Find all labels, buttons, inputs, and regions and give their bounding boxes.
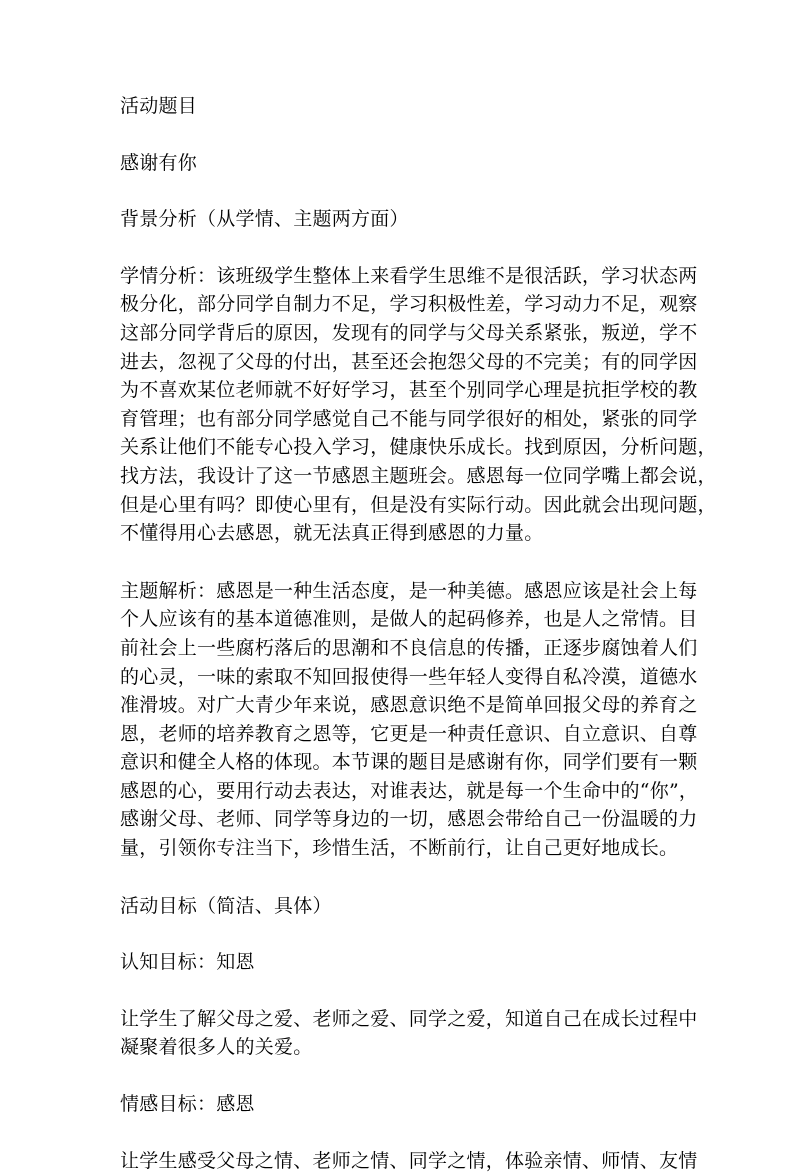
theme-analysis-line: 的心灵，一味的索取不知回报使得一些年轻人变得自私冷漠，道德水 xyxy=(120,665,698,688)
emotional-goal-line: 让学生感受父母之情、老师之情、同学之情，体验亲情、师情、友情 xyxy=(120,1149,698,1172)
theme-analysis-line: 意识和健全人格的体现。本节课的题目是感谢有你，同学们要有一颗 xyxy=(120,751,698,774)
activity-title: 感谢有你 xyxy=(120,151,198,174)
theme-analysis-line: 感谢父母、老师、同学等身边的一切，感恩会带给自己一份温暖的力 xyxy=(120,808,698,831)
goals-heading: 活动目标（简洁、具体） xyxy=(120,894,332,917)
document-page xyxy=(120,92,717,1175)
theme-analysis-line: 感恩的心，要用行动去表达，对谁表达，就是每一个生命中的“你”， xyxy=(120,779,699,802)
student-analysis-line: 这部分同学背后的原因，发现有的同学与父母关系紧张，叛逆，学不 xyxy=(120,321,698,344)
emotional-goal-paragraph xyxy=(120,1147,698,1175)
theme-analysis-line: 量，引领你专注当下，珍惜生活，不断前行，让自己更好地成长。 xyxy=(120,837,679,860)
theme-analysis-line: 准滑坡。对广大青少年来说，感恩意识绝不是简单回报父母的养育之 xyxy=(120,694,698,717)
student-analysis-line: 关系让他们不能专心投入学习，健康快乐成长。找到原因，分析问题， xyxy=(120,436,717,459)
theme-analysis-line: 恩，老师的培养教育之恩等，它更是一种责任意识、自立意识、自尊 xyxy=(120,722,698,745)
student-analysis-line: 但是心里有吗？即使心里有，但是没有实际行动。因此就会出现问题， xyxy=(120,493,717,516)
theme-analysis-line: 前社会上一些腐朽落后的思潮和不良信息的传播，正逐步腐蚀着人们 xyxy=(120,636,698,659)
student-analysis-line: 找方法，我设计了这一节感恩主题班会。感恩每一位同学嘴上都会说， xyxy=(120,464,717,487)
cognitive-goal-line: 凝聚着很多人的关爱。 xyxy=(120,1036,313,1059)
cognitive-goal-heading: 认知目标：知恩 xyxy=(120,951,255,974)
cognitive-goal-line: 让学生了解父母之爱、老师之爱、同学之爱，知道自己在成长过程中 xyxy=(120,1007,698,1030)
student-analysis-line: 极分化，部分同学自制力不足，学习积极性差，学习动力不足，观察 xyxy=(120,293,698,316)
student-analysis-paragraph xyxy=(120,262,717,548)
background-heading: 背景分析（从学情、主题两方面） xyxy=(120,208,409,231)
activity-title-label: 活动题目 xyxy=(120,95,198,117)
theme-analysis-line: 主题解析：感恩是一种生活态度，是一种美德。感恩应该是社会上每 xyxy=(120,579,698,602)
student-analysis-line: 为不喜欢某位老师就不好好学习，甚至个别同学心理是抗拒学校的教 xyxy=(120,379,698,402)
cognitive-goal-paragraph xyxy=(120,1005,698,1062)
emotional-goal-heading: 情感目标：感恩 xyxy=(120,1093,255,1116)
student-analysis-line: 学情分析：该班级学生整体上来看学生思维不是很活跃，学习状态两 xyxy=(120,264,698,287)
student-analysis-line: 进去，忽视了父母的付出，甚至还会抱怨父母的不完美；有的同学因 xyxy=(120,350,698,373)
theme-analysis-line: 个人应该有的基本道德准则，是做人的起码修养，也是人之常情。目 xyxy=(120,608,698,631)
student-analysis-line: 不懂得用心去感恩，就无法真正得到感恩的力量。 xyxy=(120,522,544,545)
student-analysis-line: 育管理；也有部分同学感觉自己不能与同学很好的相处，紧张的同学 xyxy=(120,407,698,430)
theme-analysis-paragraph xyxy=(120,577,699,863)
